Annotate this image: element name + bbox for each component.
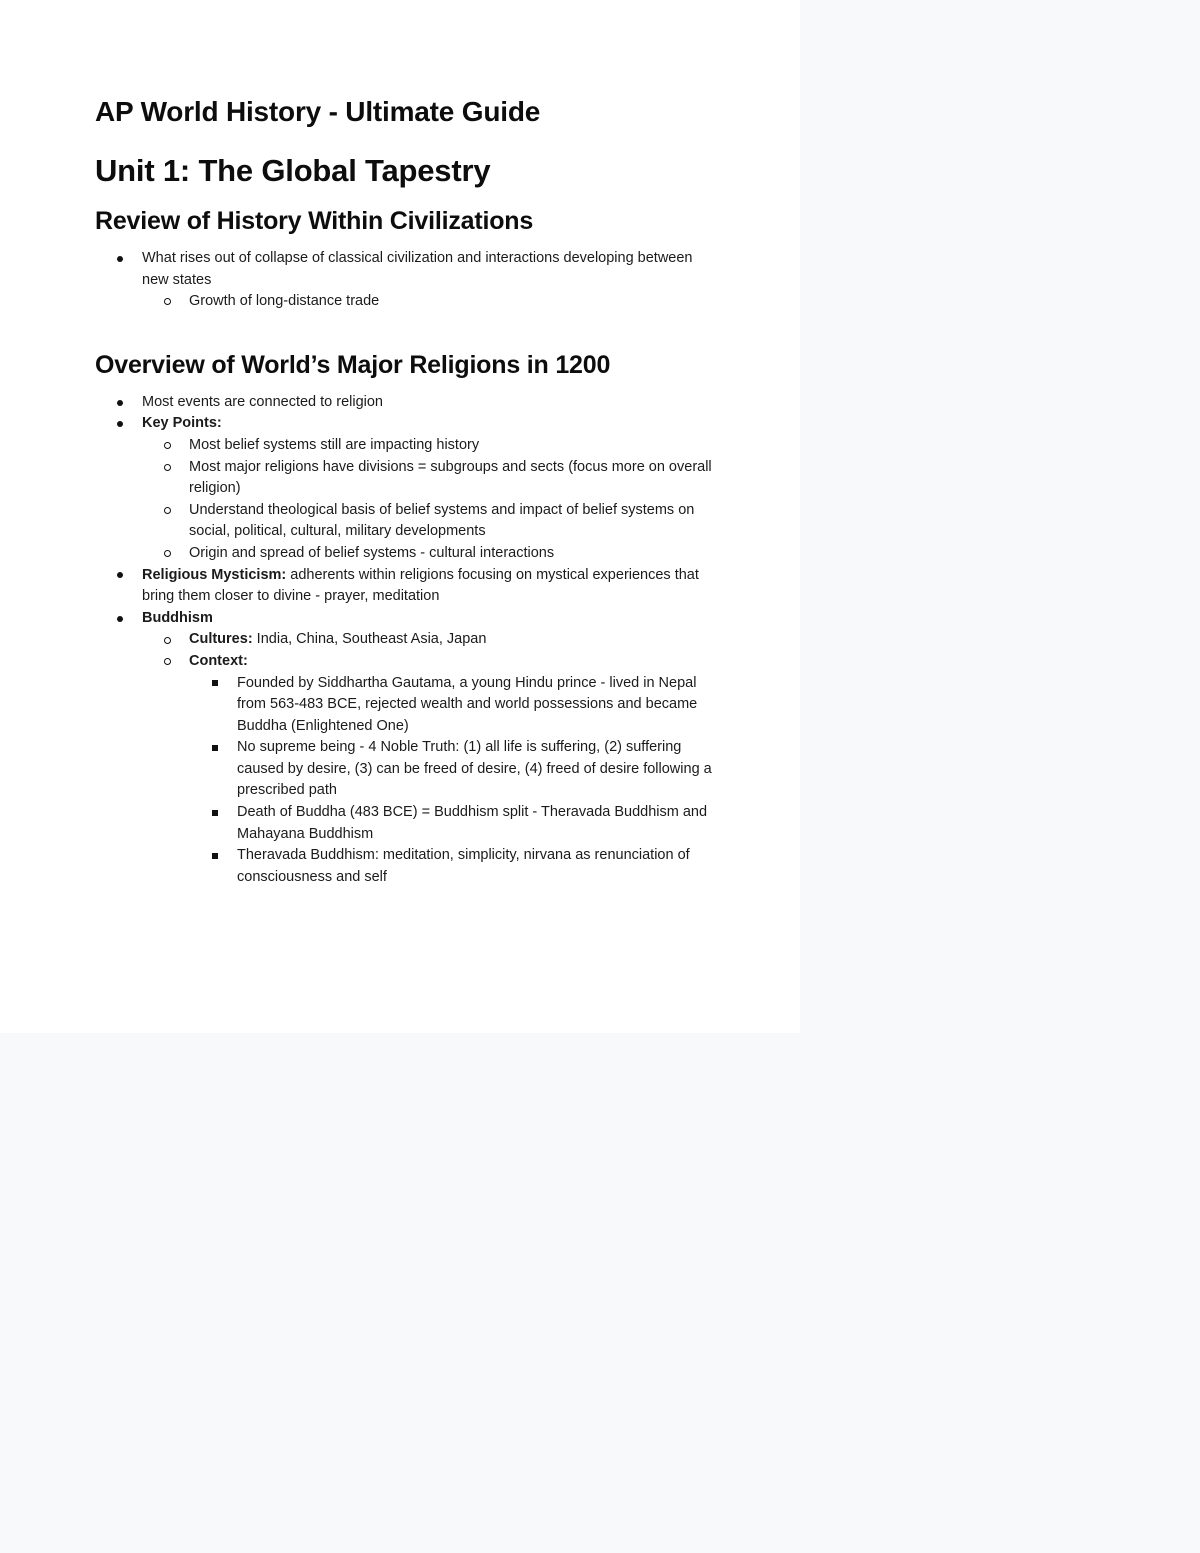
filled-square-bullet-icon bbox=[212, 737, 218, 759]
hollow-circle-bullet-icon bbox=[164, 543, 171, 565]
list-item bbox=[142, 457, 715, 500]
list-item bbox=[142, 435, 715, 457]
review-list bbox=[95, 248, 715, 313]
document-title: AP World History - Ultimate Guide bbox=[95, 96, 541, 127]
cultures-text: India, China, Southeast Asia, Japan bbox=[252, 631, 487, 648]
list-item bbox=[142, 500, 715, 543]
context-list bbox=[189, 673, 715, 889]
list-item-text: Founded by Siddhartha Gautama, a young Hindu prince - lived in Nepal from 563-483 BCE, rejected wealth and world possessions and became Buddha (Enlightened One) bbox=[237, 674, 698, 734]
list-item-text: Most belief systems still are impacting history bbox=[189, 436, 480, 453]
list-item-text: Most major religions have divisions = subgroups and sects (focus more on overall religion) bbox=[189, 458, 712, 497]
list-item-text: What rises out of collapse of classical civilization and interactions developing between new states bbox=[142, 250, 693, 288]
hollow-circle-bullet-icon bbox=[164, 651, 171, 673]
filled-circle-bullet-icon bbox=[117, 608, 123, 630]
filled-square-bullet-icon bbox=[212, 802, 218, 824]
list-item-text: No supreme being - 4 Noble Truth: (1) all life is suffering, (2) suffering caused by desire, (3) can be freed of desire, (4) freed of desire following a prescribed path bbox=[237, 739, 712, 799]
key-points-list bbox=[142, 435, 715, 565]
document-content bbox=[95, 92, 715, 888]
list-item bbox=[189, 845, 715, 888]
hollow-circle-bullet-icon bbox=[164, 457, 171, 479]
hollow-circle-bullet-icon bbox=[164, 435, 171, 457]
mysticism-text: adherents within religions focusing on mystical experiences that bring them closer to divine - prayer, meditation bbox=[142, 566, 699, 605]
list-item-key-points bbox=[95, 413, 715, 564]
list-item bbox=[189, 737, 715, 802]
list-item-context bbox=[142, 651, 715, 889]
mysticism-label: Religious Mysticism: bbox=[142, 566, 287, 583]
filled-square-bullet-icon bbox=[212, 845, 218, 867]
list-item bbox=[142, 291, 715, 313]
filled-circle-bullet-icon bbox=[117, 248, 123, 270]
list-item-text: Theravada Buddhism: meditation, simplicity, nirvana as renunciation of consciousness and self bbox=[237, 847, 690, 885]
list-item-text: Death of Buddha (483 BCE) = Buddhism split - Theravada Buddhism and Mahayana Buddhism bbox=[237, 804, 708, 842]
list-item-cultures bbox=[142, 629, 715, 651]
list-item-text: Understand theological basis of belief systems and impact of belief systems on social, political, cultural, military developments bbox=[189, 501, 695, 540]
religions-list bbox=[95, 392, 715, 889]
list-item-text: Growth of long-distance trade bbox=[189, 293, 380, 310]
filled-circle-bullet-icon bbox=[117, 392, 123, 414]
filled-square-bullet-icon bbox=[212, 673, 218, 695]
list-item-mysticism bbox=[95, 565, 715, 608]
sub-list bbox=[142, 291, 715, 313]
list-item bbox=[189, 802, 715, 845]
filled-circle-bullet-icon bbox=[117, 565, 123, 587]
hollow-circle-bullet-icon bbox=[164, 291, 171, 313]
list-item bbox=[189, 673, 715, 738]
hollow-circle-bullet-icon bbox=[164, 629, 171, 651]
hollow-circle-bullet-icon bbox=[164, 500, 171, 522]
list-item bbox=[142, 543, 715, 565]
section-heading-review: Review of History Within Civilizations bbox=[95, 207, 534, 235]
list-item bbox=[95, 248, 715, 313]
context-label: Context: bbox=[189, 652, 248, 669]
unit-title: Unit 1: The Global Tapestry bbox=[95, 153, 491, 188]
section-heading-religions: Overview of World’s Major Religions in 1200 bbox=[95, 350, 611, 379]
document-page bbox=[0, 0, 800, 1033]
buddhism-list bbox=[142, 629, 715, 888]
buddhism-label: Buddhism bbox=[142, 609, 213, 626]
list-item-text: Origin and spread of belief systems - cultural interactions bbox=[189, 544, 555, 561]
cultures-label: Cultures: bbox=[189, 631, 253, 648]
key-points-label: Key Points: bbox=[142, 415, 222, 432]
list-item-buddhism bbox=[95, 608, 715, 889]
filled-circle-bullet-icon bbox=[117, 413, 123, 435]
list-item-text: Most events are connected to religion bbox=[142, 393, 383, 410]
list-item bbox=[95, 392, 715, 414]
